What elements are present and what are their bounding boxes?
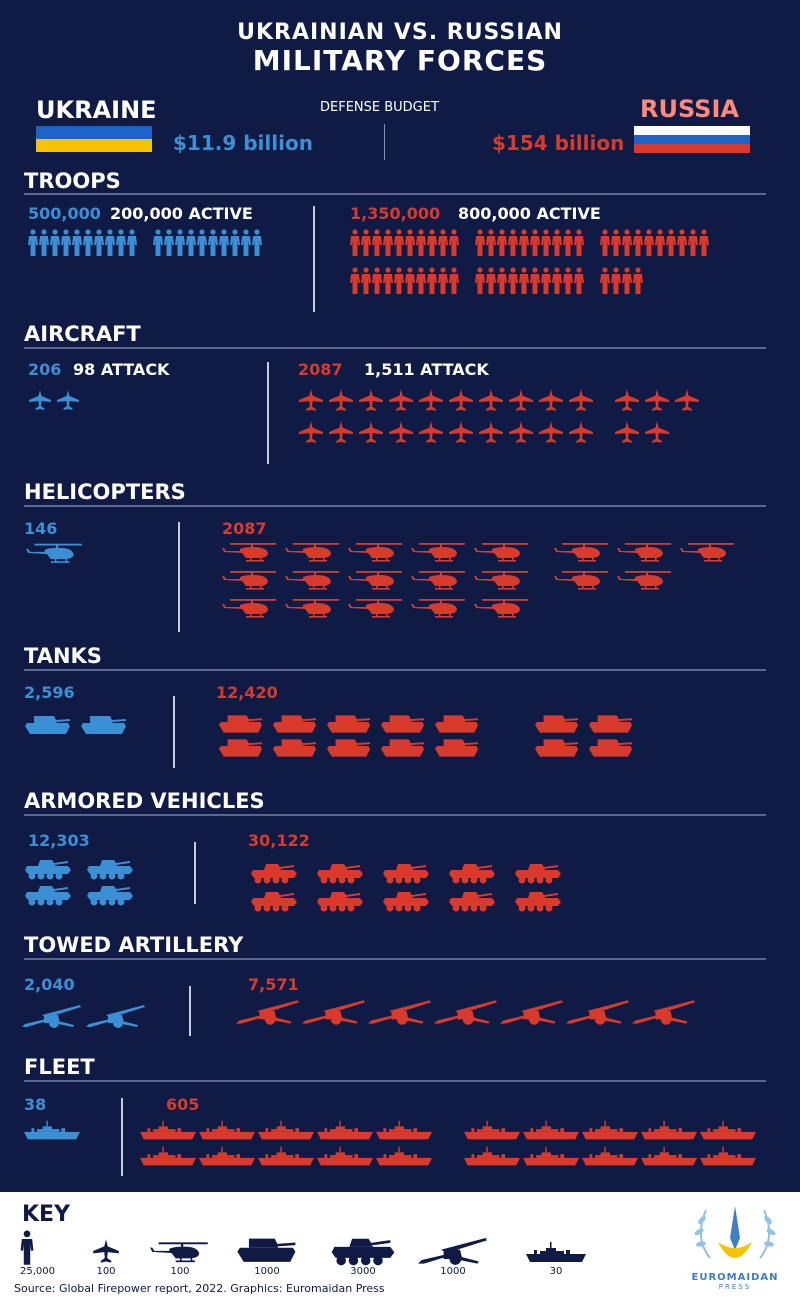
helicopter-icon bbox=[409, 570, 469, 592]
soldier-icon bbox=[486, 228, 496, 258]
soldier-icon bbox=[383, 266, 393, 296]
tank-icon bbox=[326, 712, 372, 734]
tank-icon bbox=[380, 712, 426, 734]
fleet-rule bbox=[24, 1080, 766, 1082]
key-title: KEY bbox=[22, 1202, 71, 1227]
armored-russia-icons bbox=[248, 862, 564, 918]
soldier-icon bbox=[530, 266, 540, 296]
jet-icon bbox=[508, 386, 534, 414]
soldier-icon bbox=[600, 266, 610, 296]
tank-icon bbox=[236, 1232, 298, 1266]
soldier-icon bbox=[153, 228, 163, 258]
ship-icon bbox=[582, 1120, 638, 1142]
soldier-icon bbox=[372, 228, 382, 258]
soldier-icon bbox=[574, 228, 584, 258]
tank-icon bbox=[24, 712, 72, 736]
ship-icon bbox=[140, 1120, 196, 1142]
aircraft-russia-total: 2087 bbox=[298, 360, 343, 379]
soldier-icon bbox=[552, 266, 562, 296]
jet-icon bbox=[388, 418, 414, 446]
key-item-value: 30 bbox=[549, 1266, 563, 1277]
key-item-value: 1000 bbox=[440, 1266, 466, 1277]
artillery-ukraine-icons bbox=[22, 1004, 146, 1034]
soldier-icon bbox=[361, 228, 371, 258]
ship-icon bbox=[582, 1146, 638, 1168]
soldier-icon bbox=[219, 228, 229, 258]
soldier-icon bbox=[633, 266, 643, 296]
ship-icon bbox=[317, 1146, 373, 1168]
key-item-value: 25,000 bbox=[20, 1266, 55, 1277]
soldier-icon bbox=[83, 228, 93, 258]
armored-vehicle-icon bbox=[24, 884, 72, 906]
helicopter-icon bbox=[678, 542, 738, 564]
ship-icon bbox=[464, 1146, 520, 1168]
jet-icon bbox=[644, 386, 670, 414]
key-item bbox=[20, 1226, 55, 1277]
key-item bbox=[526, 1226, 586, 1277]
helicopter-icon bbox=[409, 542, 469, 564]
tank-icon bbox=[588, 712, 634, 734]
tank-icon bbox=[326, 736, 372, 758]
soldier-icon bbox=[361, 266, 371, 296]
tank-icon bbox=[380, 736, 426, 758]
aircraft-ukraine-icons bbox=[28, 386, 80, 418]
ship-icon bbox=[24, 1120, 80, 1142]
tanks-rule bbox=[24, 669, 766, 671]
jet-icon bbox=[538, 386, 564, 414]
ukraine-label: UKRAINE bbox=[36, 96, 157, 124]
jet-icon bbox=[328, 418, 354, 446]
tanks-title: TANKS bbox=[24, 644, 102, 668]
soldier-icon bbox=[519, 228, 529, 258]
soldier-icon bbox=[541, 228, 551, 258]
armored-vehicle-icon bbox=[314, 890, 366, 912]
tank-icon bbox=[218, 712, 264, 734]
tanks-ukraine-total: 2,596 bbox=[24, 683, 75, 702]
armored-vehicle-icon bbox=[86, 858, 134, 880]
ukraine-flag bbox=[36, 126, 152, 152]
helicopter-icon bbox=[615, 542, 675, 564]
helicopter-icon bbox=[220, 570, 280, 592]
soldier-icon bbox=[622, 228, 632, 258]
armored-russia-total: 30,122 bbox=[248, 831, 310, 850]
ship-icon bbox=[376, 1120, 432, 1142]
soldier-icon bbox=[497, 266, 507, 296]
soldier-icon bbox=[497, 228, 507, 258]
artillery-icon bbox=[236, 1000, 300, 1026]
ukraine-budget: $11.9 billion bbox=[173, 131, 313, 155]
jet-icon bbox=[448, 386, 474, 414]
jet-icon bbox=[358, 418, 384, 446]
fleet-ukraine-total: 38 bbox=[24, 1095, 47, 1114]
soldier-icon bbox=[252, 228, 262, 258]
soldier-icon bbox=[438, 228, 448, 258]
source-credit: Source: Global Firepower report, 2022. Graphics: Euromaidan Press bbox=[14, 1282, 385, 1295]
helicopters-ukraine-total: 146 bbox=[24, 519, 58, 538]
troops-ukraine-active: 200,000 ACTIVE bbox=[110, 204, 253, 223]
helicopter-icon bbox=[472, 598, 532, 620]
soldier-icon bbox=[622, 266, 632, 296]
artillery-icon bbox=[302, 1000, 366, 1026]
helicopter-icon bbox=[409, 598, 469, 620]
helicopter-icon bbox=[283, 598, 343, 620]
tanks-russia-icons bbox=[218, 712, 634, 760]
aircraft-rule bbox=[24, 347, 766, 349]
soldier-icon bbox=[508, 228, 518, 258]
ship-icon bbox=[641, 1146, 697, 1168]
soldier-icon bbox=[208, 228, 218, 258]
soldier-icon bbox=[699, 228, 709, 258]
jet-icon bbox=[298, 418, 324, 446]
helicopter-icon bbox=[552, 542, 612, 564]
aircraft-russia-attack: 1,511 ATTACK bbox=[364, 360, 489, 379]
artillery-icon bbox=[22, 1004, 82, 1030]
armored-ukraine-icons bbox=[24, 858, 134, 910]
troops-ukraine-total: 500,000 bbox=[28, 204, 101, 223]
soldier-icon bbox=[61, 228, 71, 258]
armored-vehicle-icon bbox=[314, 862, 366, 884]
russia-budget: $154 billion bbox=[492, 131, 625, 155]
ship-icon bbox=[464, 1120, 520, 1142]
jet-icon bbox=[538, 418, 564, 446]
artillery-rule bbox=[24, 958, 766, 960]
helicopters-russia-total: 2087 bbox=[222, 519, 267, 538]
artillery-russia-total: 7,571 bbox=[248, 975, 299, 994]
aircraft-ukraine-attack: 98 ATTACK bbox=[73, 360, 170, 379]
helicopter-icon bbox=[346, 598, 406, 620]
helicopter-icon bbox=[346, 542, 406, 564]
soldier-icon bbox=[574, 266, 584, 296]
budget-label: DEFENSE BUDGET bbox=[320, 100, 439, 115]
artillery-icon bbox=[86, 1004, 146, 1030]
ship-icon bbox=[317, 1120, 373, 1142]
key-item-value: 3000 bbox=[350, 1266, 376, 1277]
armored-title: ARMORED VEHICLES bbox=[24, 789, 265, 813]
helicopter-icon bbox=[220, 598, 280, 620]
tank-icon bbox=[434, 736, 480, 758]
ship-icon bbox=[140, 1146, 196, 1168]
soldier-icon bbox=[475, 228, 485, 258]
russia-flag bbox=[634, 126, 750, 152]
jet-icon bbox=[92, 1236, 120, 1266]
artillery-title: TOWED ARTILLERY bbox=[24, 933, 244, 957]
helicopter-icon bbox=[220, 542, 280, 564]
soldier-icon bbox=[394, 266, 404, 296]
fleet-title: FLEET bbox=[24, 1055, 95, 1079]
ship-icon bbox=[199, 1120, 255, 1142]
soldier-icon bbox=[416, 266, 426, 296]
soldier-icon bbox=[416, 228, 426, 258]
artillery-icon bbox=[418, 1238, 488, 1266]
soldier-icon bbox=[383, 228, 393, 258]
helicopter-icon bbox=[148, 1240, 212, 1266]
soldier-icon bbox=[644, 228, 654, 258]
ship-icon bbox=[641, 1120, 697, 1142]
soldier-icon bbox=[350, 266, 360, 296]
artillery-icon bbox=[632, 1000, 696, 1026]
artillery-icon bbox=[500, 1000, 564, 1026]
artillery-russia-icons bbox=[236, 1000, 696, 1030]
soldier-icon bbox=[39, 228, 49, 258]
troops-ukraine-icons bbox=[28, 228, 262, 264]
jet-icon bbox=[478, 418, 504, 446]
logo-subtext: PRESS bbox=[718, 1283, 752, 1291]
helicopter-icon bbox=[283, 570, 343, 592]
ship-icon bbox=[523, 1146, 579, 1168]
euromaidan-logo bbox=[688, 1198, 782, 1296]
soldier-icon bbox=[666, 228, 676, 258]
soldier-icon bbox=[164, 228, 174, 258]
key-item-value: 1000 bbox=[254, 1266, 280, 1277]
jet-icon bbox=[478, 386, 504, 414]
key-item bbox=[418, 1226, 488, 1277]
soldier-icon bbox=[94, 228, 104, 258]
jet-icon bbox=[568, 386, 594, 414]
jet-icon bbox=[644, 418, 670, 446]
soldier-icon bbox=[186, 228, 196, 258]
helicopters-ukraine-icons bbox=[24, 542, 86, 570]
armored-rule bbox=[24, 814, 766, 816]
soldier-icon bbox=[633, 228, 643, 258]
ship-icon bbox=[523, 1120, 579, 1142]
armored-vehicle-icon bbox=[86, 884, 134, 906]
soldier-icon bbox=[475, 266, 485, 296]
ship-icon bbox=[526, 1240, 586, 1266]
fleet-russia-icons bbox=[140, 1120, 756, 1172]
armored-vehicle-icon bbox=[512, 862, 564, 884]
soldier-icon bbox=[449, 228, 459, 258]
jet-icon bbox=[448, 418, 474, 446]
jet-icon bbox=[674, 386, 700, 414]
jet-icon bbox=[28, 386, 52, 414]
helicopter-icon bbox=[24, 542, 86, 566]
tank-icon bbox=[534, 712, 580, 734]
key-item bbox=[330, 1226, 396, 1277]
soldier-icon bbox=[552, 228, 562, 258]
helicopters-title: HELICOPTERS bbox=[24, 480, 186, 504]
tanks-divider bbox=[173, 696, 175, 768]
artillery-ukraine-total: 2,040 bbox=[24, 975, 75, 994]
soldier-icon bbox=[519, 266, 529, 296]
logo-text: EUROMAIDAN bbox=[691, 1272, 779, 1283]
soldier-icon bbox=[563, 266, 573, 296]
aircraft-ukraine-total: 206 bbox=[28, 360, 62, 379]
troops-divider bbox=[313, 206, 315, 312]
armored-vehicle-icon bbox=[380, 890, 432, 912]
soldier-icon bbox=[438, 266, 448, 296]
troops-rule bbox=[24, 193, 766, 195]
soldier-icon bbox=[541, 266, 551, 296]
tanks-russia-total: 12,420 bbox=[216, 683, 278, 702]
key-item bbox=[92, 1226, 120, 1277]
soldier-icon bbox=[600, 228, 610, 258]
jet-icon bbox=[614, 418, 640, 446]
tank-icon bbox=[218, 736, 264, 758]
helicopter-icon bbox=[472, 542, 532, 564]
armored-vehicle-icon bbox=[24, 858, 72, 880]
russia-label: RUSSIA bbox=[640, 95, 739, 123]
soldier-icon bbox=[530, 228, 540, 258]
ship-icon bbox=[258, 1120, 314, 1142]
title-line-2: MILITARY FORCES bbox=[252, 44, 548, 77]
tank-icon bbox=[434, 712, 480, 734]
soldier-icon bbox=[611, 266, 621, 296]
soldier-icon bbox=[230, 228, 240, 258]
soldier-icon bbox=[72, 228, 82, 258]
helicopter-icon bbox=[283, 542, 343, 564]
artillery-icon bbox=[566, 1000, 630, 1026]
jet-icon bbox=[418, 418, 444, 446]
soldier-icon bbox=[28, 228, 38, 258]
ship-icon bbox=[700, 1120, 756, 1142]
title-line-1: UKRAINIAN VS. RUSSIAN bbox=[237, 20, 563, 45]
armored-ukraine-total: 12,303 bbox=[28, 831, 90, 850]
armored-vehicle-icon bbox=[446, 890, 498, 912]
helicopter-icon bbox=[346, 570, 406, 592]
artillery-icon bbox=[368, 1000, 432, 1026]
soldier-icon bbox=[116, 228, 126, 258]
artillery-icon bbox=[434, 1000, 498, 1026]
armored-divider bbox=[194, 842, 196, 904]
soldier-icon bbox=[241, 228, 251, 258]
tank-icon bbox=[534, 736, 580, 758]
key-item bbox=[148, 1226, 212, 1277]
helicopter-icon bbox=[552, 570, 612, 592]
soldier-icon bbox=[611, 228, 621, 258]
jet-icon bbox=[298, 386, 324, 414]
soldier-icon bbox=[372, 266, 382, 296]
ship-icon bbox=[258, 1146, 314, 1168]
jet-icon bbox=[418, 386, 444, 414]
soldier-icon bbox=[508, 266, 518, 296]
helicopters-divider bbox=[178, 522, 180, 632]
key-item bbox=[236, 1226, 298, 1277]
jet-icon bbox=[358, 386, 384, 414]
key-item-value: 100 bbox=[170, 1266, 190, 1277]
armored-vehicle-icon bbox=[446, 862, 498, 884]
troops-russia-total: 1,350,000 bbox=[350, 204, 441, 223]
tank-icon bbox=[272, 712, 318, 734]
soldier-icon bbox=[394, 228, 404, 258]
ship-icon bbox=[376, 1146, 432, 1168]
helicopters-russia-icons bbox=[220, 542, 738, 626]
soldier-icon bbox=[127, 228, 137, 258]
artillery-divider bbox=[189, 986, 191, 1036]
tank-icon bbox=[588, 736, 634, 758]
soldier-icon bbox=[105, 228, 115, 258]
aircraft-divider bbox=[267, 362, 269, 464]
key-item-value: 100 bbox=[96, 1266, 116, 1277]
soldier-icon bbox=[197, 228, 207, 258]
jet-icon bbox=[614, 386, 640, 414]
jet-icon bbox=[328, 386, 354, 414]
soldier-icon bbox=[427, 266, 437, 296]
soldier-icon bbox=[50, 228, 60, 258]
jet-icon bbox=[508, 418, 534, 446]
armored-vehicle-icon bbox=[380, 862, 432, 884]
tank-icon bbox=[80, 712, 128, 736]
jet-icon bbox=[56, 386, 80, 414]
fleet-russia-total: 605 bbox=[166, 1095, 200, 1114]
tanks-ukraine-icons bbox=[24, 712, 128, 740]
troops-russia-active: 800,000 ACTIVE bbox=[458, 204, 601, 223]
armored-vehicle-icon bbox=[248, 890, 300, 912]
soldier-icon bbox=[175, 228, 185, 258]
armored-vehicle-icon bbox=[512, 890, 564, 912]
helicopters-rule bbox=[24, 505, 766, 507]
soldier-icon bbox=[405, 266, 415, 296]
aircraft-russia-icons bbox=[298, 386, 700, 450]
key-items bbox=[20, 1226, 620, 1284]
budget-divider bbox=[384, 124, 385, 160]
ship-icon bbox=[700, 1146, 756, 1168]
ship-icon bbox=[199, 1146, 255, 1168]
fleet-ukraine-icons bbox=[24, 1120, 80, 1146]
troops-title: TROOPS bbox=[24, 169, 121, 193]
soldier-icon bbox=[655, 228, 665, 258]
soldier-icon bbox=[427, 228, 437, 258]
soldier-icon bbox=[20, 1230, 34, 1266]
tank-icon bbox=[272, 736, 318, 758]
jet-icon bbox=[568, 418, 594, 446]
aircraft-title: AIRCRAFT bbox=[24, 322, 141, 346]
soldier-icon bbox=[563, 228, 573, 258]
jet-icon bbox=[388, 386, 414, 414]
soldier-icon bbox=[486, 266, 496, 296]
troops-russia-icons bbox=[350, 228, 709, 304]
soldier-icon bbox=[688, 228, 698, 258]
armored-vehicle-icon bbox=[330, 1236, 396, 1266]
helicopter-icon bbox=[472, 570, 532, 592]
soldier-icon bbox=[677, 228, 687, 258]
fleet-divider bbox=[121, 1098, 123, 1176]
helicopter-icon bbox=[615, 570, 675, 592]
soldier-icon bbox=[405, 228, 415, 258]
soldier-icon bbox=[449, 266, 459, 296]
armored-vehicle-icon bbox=[248, 862, 300, 884]
soldier-icon bbox=[350, 228, 360, 258]
